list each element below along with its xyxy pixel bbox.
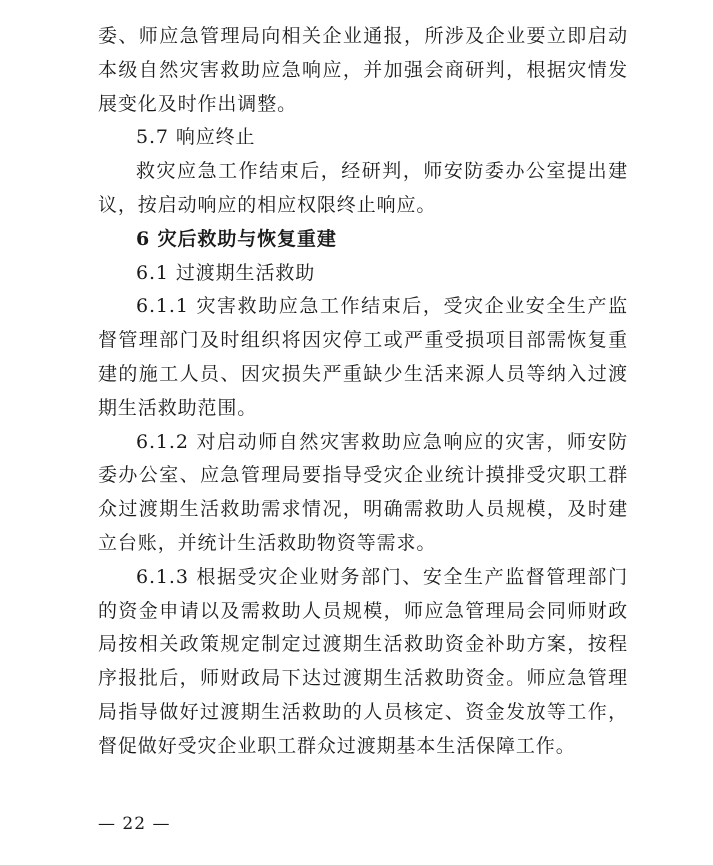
section-heading-5-7: 5.7 响应终止 [136, 126, 256, 149]
chapter-heading-6: 6 灾后救助与恢复重建 [136, 227, 337, 250]
paragraph-response-termination: 救灾应急工作结束后，经研判，师安防委办公室提出建议，按启动响应的相应权限终止响应。 [98, 160, 628, 216]
page-number: — 22 — [98, 814, 171, 834]
document-body [98, 20, 628, 764]
section-heading-6-1: 6.1 过渡期生活救助 [136, 261, 316, 284]
paragraph-6-1-2: 6.1.2 对启动师自然灾害救助应急响应的灾害，师安防委办公室、应急管理局要指导受灾企业统计摸排受灾职工群众过渡期生活救助需求情况，明确需救助人员规模，及时建立台账，并统计生活救助物资等需求。 [98, 430, 628, 554]
paragraph-6-1-3: 6.1.3 根据受灾企业财务部门、安全生产监督管理部门的资金申请以及需救助人员规模，师应急管理局会同师财政局按相关政策规定制定过渡期生活救助资金补助方案，按程序报批后，师财政局下达过渡期生活救助资金。师应急管理局指导做好过渡期生活救助的人员核定、资金发放等工作，督促做好受灾企业职工群众过渡期基本生活保障工作。 [98, 565, 628, 757]
paragraph-continuation: 委、师应急管理局向相关企业通报，所涉及企业要立即启动本级自然灾害救助应急响应，并加强会商研判，根据灾情发展变化及时作出调整。 [98, 25, 628, 115]
paragraph-6-1-1: 6.1.1 灾害救助应急工作结束后，受灾企业安全生产监督管理部门及时组织将因灾停工或严重受损项目部需恢复重建的施工人员、因灾损失严重缺少生活来源人员等纳入过渡期生活救助范围。 [98, 295, 628, 419]
